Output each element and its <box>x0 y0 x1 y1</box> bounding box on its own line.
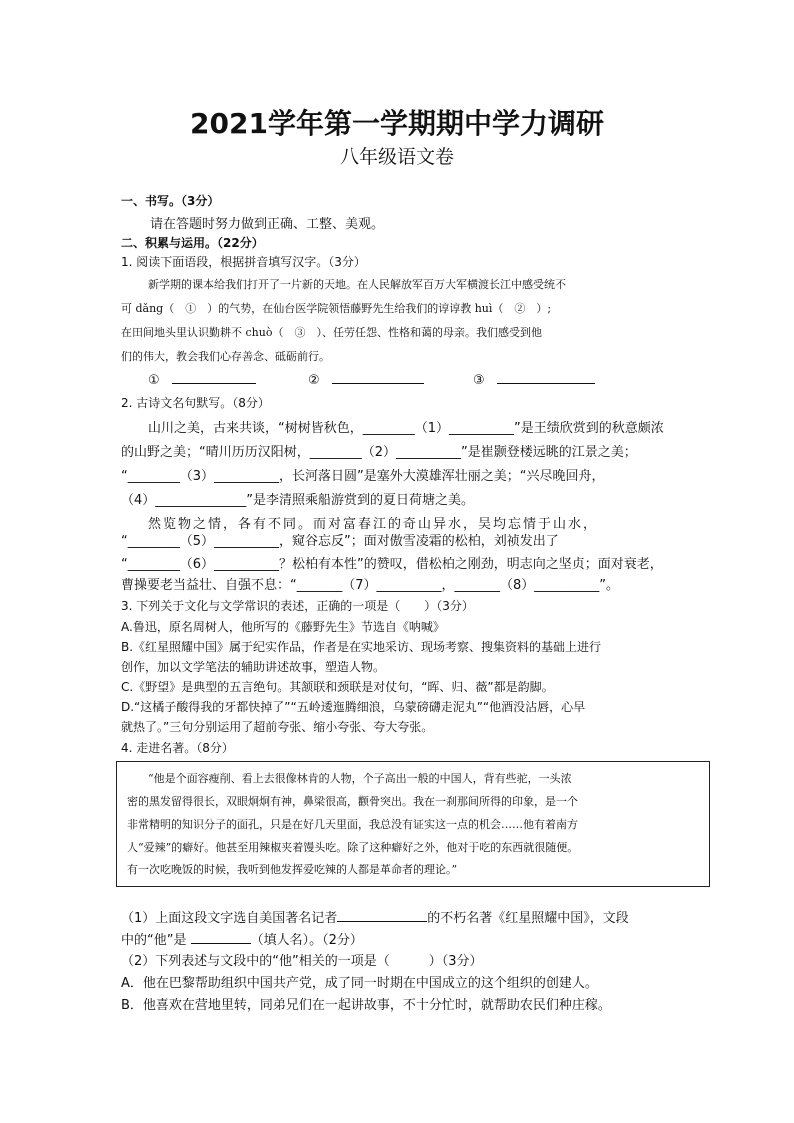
q3-prompt: 3. 下列关于文化与文学常识的表述，正确的一项是（ ）（3分） <box>121 599 474 613</box>
q4-sub1-cont <box>121 929 363 948</box>
q1-prompt: 1. 阅读下面语段，根据拼音填写汉字。（3分） <box>121 255 366 269</box>
q1-passage-line: 在田间地头里认识勤耕不 chuò（ ③ ）、任劳任怨、性格和蔼的母亲。我们感受到他 <box>121 326 542 339</box>
q1-answer-3-label: ③ <box>473 373 485 388</box>
q1-answer-2-label: ② <box>308 373 320 388</box>
q1-answer-2-blank[interactable] <box>332 369 424 384</box>
q2-prompt: 2. 古诗文名句默写。（8分） <box>121 396 270 410</box>
q1-passage-line: 们的伟大，教会我们心存善念、砥砺前行。 <box>121 350 330 363</box>
q3-option-d[interactable]: D.“这橘子酸得我的牙都快掉了”“五岭逶迤腾细浪，乌蒙磅礴走泥丸”“他酒没沾唇，心早 <box>121 700 586 714</box>
q3-option-c[interactable]: C.《野望》是典型的五言绝句。其颔联和颈联是对仗句，“晖、归、薇”都是韵脚。 <box>121 680 554 694</box>
q4-excerpt-line: 非常精明的知识分子的面孔，只是在好几天里面，我总没有证实这一点的机会……他有着南方 <box>127 818 578 831</box>
q4-excerpt-line: “他是个面容瘦削、看上去很像林肯的人物，个子高出一般的中国人，背有些驼，一头浓 <box>148 772 572 785</box>
q2-line: 曹操要老当益壮、自强不息：“_______（7）__________，_______（8）__________”。 <box>121 578 620 593</box>
q4-sub1-text-b: 的不朽名著《红星照耀中国》，文段 <box>427 911 629 926</box>
q2-line: “________（3）__________，长河落日圆”是塞外大漠雄浑壮丽之美；“兴尽晚回舟， <box>121 469 605 484</box>
q2-line: “________（6）__________？松柏有本性”的赞叹，借松柏之刚劲，明志向之坚贞；面对衰老， <box>121 557 663 572</box>
q4-excerpt-line: 人“爱辣”的癖好。他甚至用辣椒夹着馒头吃。除了这种癖好之外，他对于吃的东西就很随便。 <box>127 841 579 854</box>
q1-answer-1-label: ① <box>148 373 160 388</box>
q1-answer-1 <box>148 369 256 388</box>
q4-excerpt-line: 密的黑发留得很长，双眼炯炯有神，鼻梁很高，颧骨突出。我在一刹那间所得的印象，是一个 <box>127 795 578 808</box>
q1-answer-1-blank[interactable] <box>172 369 256 384</box>
q4-prompt: 4. 走进名著。（8分） <box>121 741 234 755</box>
q4-sub1-reporter-blank[interactable] <box>337 907 427 922</box>
q2-line: 然览物之情，各有不同。而对富春江的奇山异水，吴均忘情于山水， <box>148 517 599 532</box>
q4-sub1-name-blank[interactable] <box>191 929 251 944</box>
q4-sub1-text-d: （填人名）。（2分） <box>250 933 363 948</box>
q2-line: 的山野之美；“晴川历历汉阳树，________（2）__________”是崔颢登楼远眺的江景之美； <box>121 445 637 460</box>
q1-answer-3 <box>473 369 595 388</box>
q2-line: 山川之美，古来共谈，“树树皆秋色，________（1）__________”是王绩欣赏到的秋意颇浓 <box>148 421 664 436</box>
q3-option-b[interactable]: B.《红星照耀中国》属于纪实作品，作者是在实地采访、现场考察、搜集资料的基础上进行 <box>121 640 602 654</box>
q2-line: （4）______________”是李清照乘船游赏到的夏日荷塘之美。 <box>121 493 475 508</box>
section-1-text: 请在答题时努力做到正确、工整、美观。 <box>150 217 385 232</box>
q4-sub1-text-c: 中的“他”是 <box>121 933 187 948</box>
q4-sub2-option-a[interactable]: A．他在巴黎帮助组织中国共产党，成了同一时期在中国成立的这个组织的创建人。 <box>121 976 598 991</box>
q3-option-d-cont: 就热了。”三句分别运用了超前夸张、缩小夸张、夸大夸张。 <box>121 720 434 734</box>
q2-line: “________（5）__________，窥谷忘反”；面对傲雪凌霜的松柏，刘祯发出了 <box>121 534 559 549</box>
exam-title: 2021学年第一学期期中学力调研 <box>190 107 604 140</box>
q4-excerpt-line: 有一次吃晚饭的时候，我听到他发挥爱吃辣的人都是革命者的理论。” <box>127 863 458 876</box>
exam-subtitle: 八年级语文卷 <box>339 146 454 168</box>
q1-answer-2 <box>308 369 424 388</box>
q1-passage-line: 可 dǎng（ ① ）的气势，在仙台医学院领悟藤野先生给我们的谆谆教 huì（ ② ）; <box>121 302 552 315</box>
section-2-heading: 二、积累与运用。（22分） <box>121 236 264 250</box>
q4-sub2-option-b[interactable]: B．他喜欢在营地里转，同弟兄们在一起讲故事，不十分忙时，就帮助农民们种庄稼。 <box>121 998 611 1013</box>
section-1-heading: 一、书写。（3分） <box>121 194 220 208</box>
q4-sub1 <box>121 907 629 926</box>
q4-sub1-text-a: （1）上面这段文字选自美国著名记者 <box>121 911 338 926</box>
q4-sub2-prompt: （2）下列表述与文段中的“他”相关的一项是（ ）（3分） <box>121 954 483 969</box>
q3-option-b-cont: 创作，加以文学笔法的辅助讲述故事，塑造人物。 <box>121 660 386 674</box>
q3-option-a[interactable]: A.鲁迅，原名周树人，他所写的《藤野先生》节选自《呐喊》 <box>121 620 445 634</box>
q1-answer-3-blank[interactable] <box>497 369 595 384</box>
q1-passage-line: 新学期的课本给我们打开了一片新的天地。在人民解放军百万大军横渡长江中感受统不 <box>148 278 566 291</box>
